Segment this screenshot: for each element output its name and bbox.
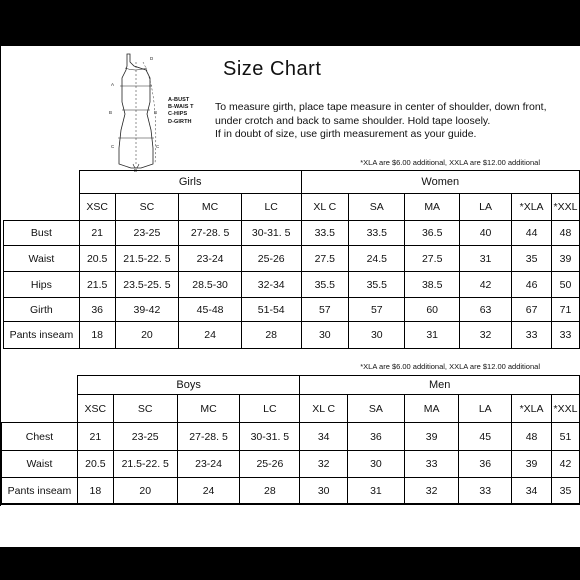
table-cell: 21.5-22. 5 (115, 246, 179, 272)
table-row (4, 221, 580, 246)
table-cell: 24 (177, 478, 240, 505)
table-row (4, 298, 580, 322)
pricing-note-top: *XLA are $6.00 additional, XXLA are $12.00 additional (360, 158, 540, 167)
table-cell: 51 (551, 423, 579, 451)
table-cell: 30 (301, 322, 349, 349)
table-cell: 36 (79, 298, 115, 322)
group-header-boys: Boys (77, 376, 299, 395)
dress-form-figure (103, 52, 213, 174)
group-header-row (4, 171, 580, 194)
table-cell: 28 (240, 478, 300, 505)
table-cell: 33 (551, 322, 579, 349)
size-header: XSC (79, 194, 115, 221)
table-cell: 24 (179, 322, 242, 349)
table-cell: 30-31. 5 (240, 423, 300, 451)
row-label: Chest (2, 423, 78, 451)
table-cell: 33 (459, 478, 512, 505)
boys-men-size-table (1, 375, 580, 505)
size-header: LC (241, 194, 301, 221)
table-cell: 28.5-30 (179, 272, 242, 298)
size-header: MA (405, 194, 459, 221)
row-label: Bust (4, 221, 80, 246)
table-cell: 21.5-22. 5 (113, 451, 177, 478)
table-row (4, 246, 580, 272)
table-cell: 45-48 (179, 298, 242, 322)
figure-letter-b-left: B (109, 110, 113, 115)
table-cell: 57 (301, 298, 349, 322)
table-cell: 35 (551, 478, 579, 505)
legend-waist: B-WAIS T (168, 104, 194, 111)
table-cell: 39 (551, 246, 579, 272)
table-cell: 21 (77, 423, 113, 451)
table-cell: 39 (404, 423, 459, 451)
measuring-instructions (215, 101, 580, 142)
table-cell: 27.5 (405, 246, 459, 272)
legend-bust: A-BUST (168, 97, 190, 103)
size-header: *XXL (551, 395, 579, 423)
size-header: MC (179, 194, 242, 221)
size-header: SA (349, 194, 405, 221)
figure-letter-c-left: C (111, 144, 115, 149)
group-header-men: Men (300, 376, 580, 395)
table-row (2, 451, 580, 478)
table-cell: 27-28. 5 (177, 423, 240, 451)
size-header: *XLA (512, 194, 552, 221)
group-header-row (2, 376, 580, 395)
table-cell: 42 (551, 451, 579, 478)
page-title: Size Chart (223, 58, 322, 80)
table-cell: 18 (79, 322, 115, 349)
table-cell: 30 (349, 322, 405, 349)
table-cell: 25-26 (241, 246, 301, 272)
size-header: LC (240, 395, 300, 423)
row-label: Hips (4, 272, 80, 298)
table-cell: 35.5 (349, 272, 405, 298)
table-cell: 20 (115, 322, 179, 349)
table-cell: 21.5 (79, 272, 115, 298)
table-row (2, 423, 580, 451)
table-cell: 44 (512, 221, 552, 246)
bottom-black-bar (0, 547, 580, 580)
table-cell: 23.5-25. 5 (115, 272, 179, 298)
table-cell: 38.5 (405, 272, 459, 298)
table-cell: 48 (551, 221, 579, 246)
table-cell: 36 (459, 451, 512, 478)
table-row (4, 272, 580, 298)
table-cell: 30-31. 5 (241, 221, 301, 246)
table-cell: 32 (404, 478, 459, 505)
table-cell: 35 (512, 246, 552, 272)
table-cell: 63 (459, 298, 511, 322)
instruction-line-2: under crotch and back to same shoulder. Hold tape loosely. (215, 114, 491, 127)
table-cell: 39 (512, 451, 552, 478)
top-black-bar (0, 0, 580, 46)
table-cell: 36 (348, 423, 405, 451)
girls-women-size-table (3, 170, 580, 349)
table-cell: 60 (405, 298, 459, 322)
table-cell: 33 (404, 451, 459, 478)
table-cell: 40 (459, 221, 511, 246)
bottom-rule (0, 503, 580, 504)
legend-hips: C-HIPS (168, 111, 188, 118)
table-row (2, 478, 580, 505)
row-label: Waist (2, 451, 78, 478)
measurement-legend (168, 97, 194, 126)
table-cell: 42 (459, 272, 511, 298)
table-cell: 31 (348, 478, 405, 505)
table-cell: 33.5 (301, 221, 349, 246)
row-label: Pants inseam (2, 478, 78, 505)
table-cell: 27.5 (301, 246, 349, 272)
table-cell: 32 (459, 322, 511, 349)
size-header-row (2, 395, 580, 423)
table-row (4, 322, 580, 349)
dress-form-neckline (125, 68, 147, 70)
figure-letter-a: A (111, 82, 115, 87)
table-cell: 71 (551, 298, 579, 322)
group-header-women: Women (301, 171, 579, 194)
table-cell: 24.5 (349, 246, 405, 272)
table-cell: 21 (79, 221, 115, 246)
table-cell: 25-26 (240, 451, 300, 478)
size-header: MC (177, 395, 240, 423)
size-header: LA (459, 395, 512, 423)
size-header: XL C (301, 194, 349, 221)
table-cell: 50 (551, 272, 579, 298)
table-cell: 28 (241, 322, 301, 349)
size-header: *XXL (551, 194, 579, 221)
table-cell: 35.5 (301, 272, 349, 298)
table-cell: 34 (512, 478, 552, 505)
table-cell: 39-42 (115, 298, 179, 322)
table-cell: 33.5 (349, 221, 405, 246)
row-label: Waist (4, 246, 80, 272)
table-cell: 23-24 (177, 451, 240, 478)
table-cell: 23-24 (179, 246, 242, 272)
table-cell: 23-25 (115, 221, 179, 246)
table-cell: 57 (349, 298, 405, 322)
figure-letter-b-right: B (154, 110, 158, 115)
size-header: SA (348, 395, 405, 423)
table-cell: 27-28. 5 (179, 221, 242, 246)
table-cell: 33 (512, 322, 552, 349)
table-cell: 67 (512, 298, 552, 322)
figure-letter-d-bottom: D (134, 168, 138, 173)
row-label: Pants inseam (4, 322, 80, 349)
instruction-line-1: To measure girth, place tape measure in center of shoulder, down front, (215, 101, 547, 113)
table-cell: 18 (77, 478, 113, 505)
table-cell: 34 (300, 423, 348, 451)
size-header: *XLA (512, 395, 552, 423)
size-header-row (4, 194, 580, 221)
size-header: XL C (300, 395, 348, 423)
size-header: XSC (77, 395, 113, 423)
corner-cell (2, 395, 78, 423)
table-cell: 45 (459, 423, 512, 451)
figure-letter-c-right: C (156, 144, 160, 149)
table-cell: 31 (459, 246, 511, 272)
group-header-girls: Girls (79, 171, 301, 194)
table-cell: 30 (300, 478, 348, 505)
table-cell: 20 (113, 478, 177, 505)
table-cell: 46 (512, 272, 552, 298)
table-cell: 31 (405, 322, 459, 349)
table-cell: 32-34 (241, 272, 301, 298)
figure-letter-d-top: D (150, 56, 154, 61)
pricing-note-bottom: *XLA are $6.00 additional, XXLA are $12.00 additional (360, 362, 540, 371)
table-cell: 51-54 (241, 298, 301, 322)
size-header: MA (404, 395, 459, 423)
size-header: LA (459, 194, 511, 221)
table-cell: 20.5 (79, 246, 115, 272)
table-cell: 23-25 (113, 423, 177, 451)
table-cell: 48 (512, 423, 552, 451)
size-header: SC (115, 194, 179, 221)
legend-girth: D-GIRTH (168, 118, 192, 125)
corner-cell (4, 194, 80, 221)
row-label: Girth (4, 298, 80, 322)
table-cell: 20.5 (77, 451, 113, 478)
table-cell: 30 (348, 451, 405, 478)
table-cell: 36.5 (405, 221, 459, 246)
table-cell: 32 (300, 451, 348, 478)
size-header: SC (113, 395, 177, 423)
corner-cell (2, 376, 78, 395)
corner-cell (4, 171, 80, 194)
instruction-line-3: If in doubt of size, use girth measurement as your guide. (215, 128, 477, 140)
